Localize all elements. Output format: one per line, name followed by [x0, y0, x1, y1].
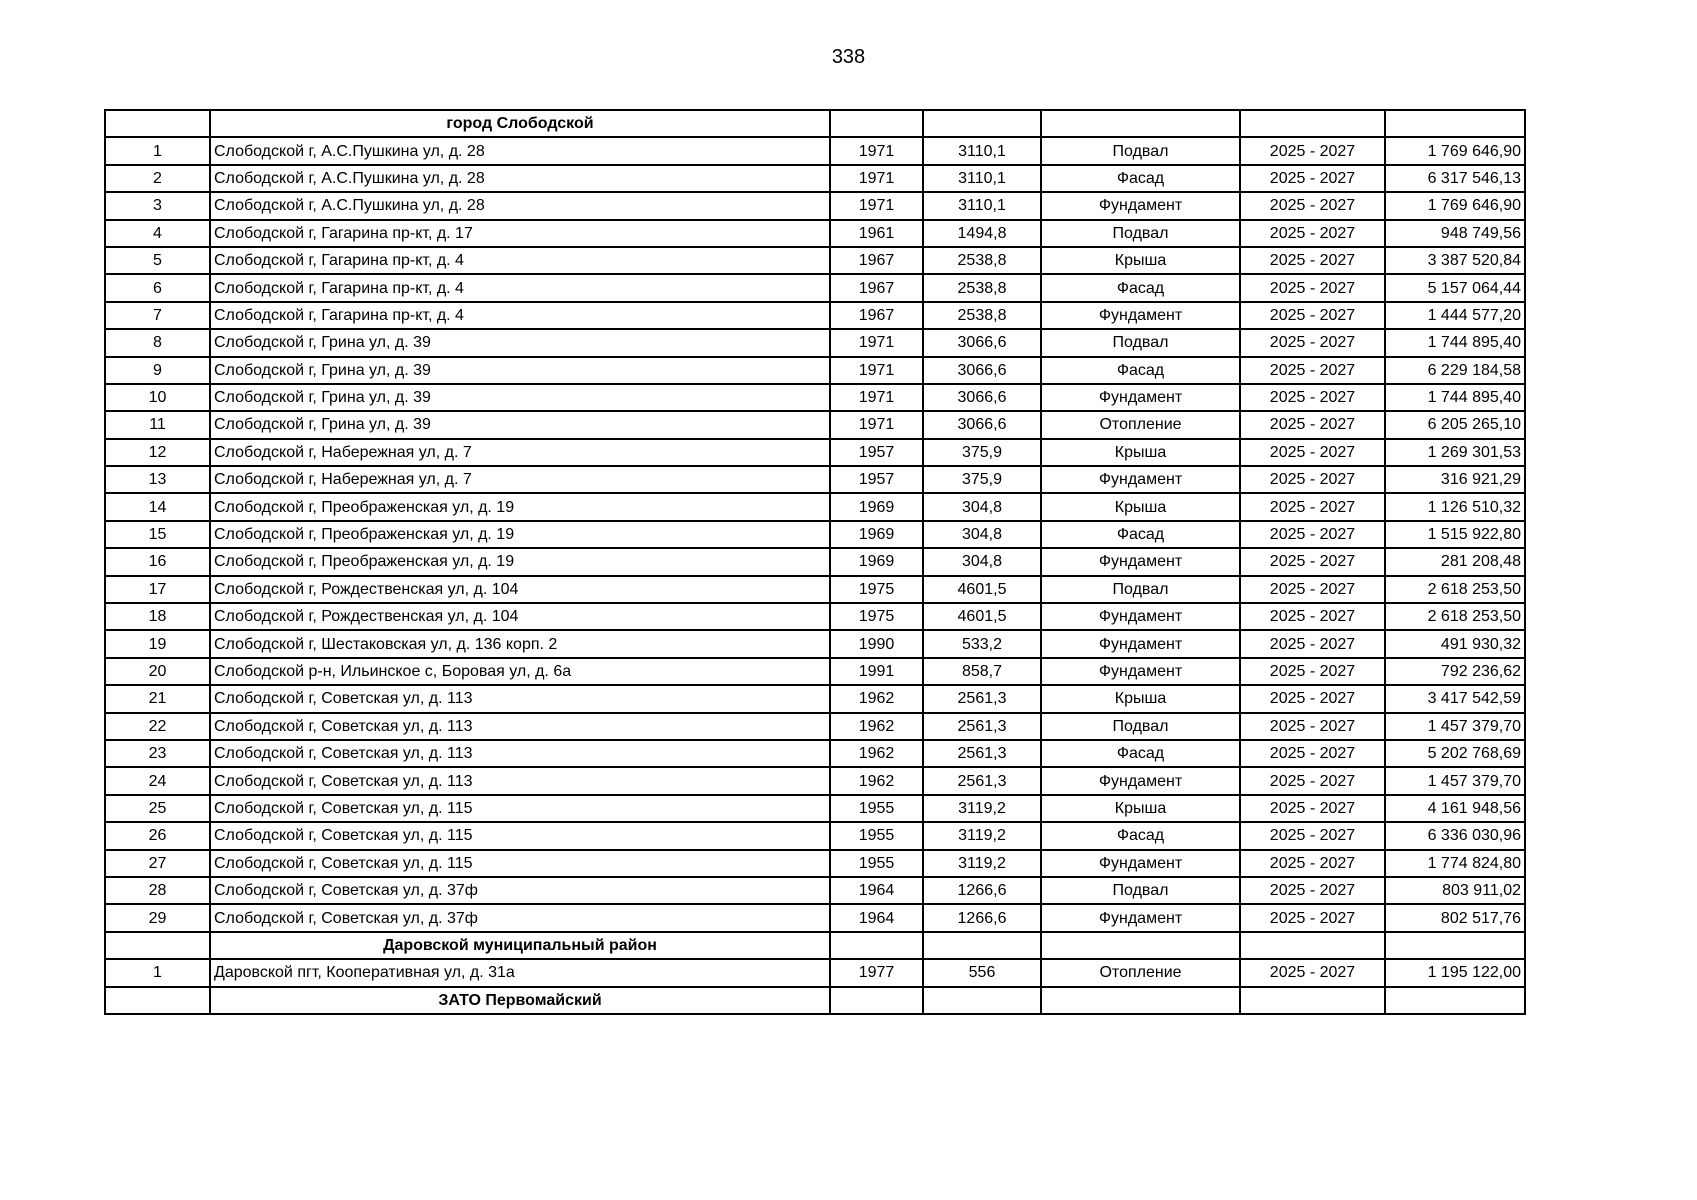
construction-year: 1961	[830, 220, 923, 247]
work-type: Фундамент	[1041, 767, 1240, 794]
work-cost: 1 126 510,32	[1385, 493, 1525, 520]
row-number: 18	[105, 603, 210, 630]
work-period: 2025 - 2027	[1240, 165, 1385, 192]
construction-year: 1967	[830, 274, 923, 301]
work-period: 2025 - 2027	[1240, 329, 1385, 356]
table-row	[105, 521, 1525, 548]
work-type: Крыша	[1041, 685, 1240, 712]
work-period: 2025 - 2027	[1240, 137, 1385, 164]
empty-cell	[923, 987, 1041, 1014]
work-cost: 792 236,62	[1385, 658, 1525, 685]
row-number: 27	[105, 850, 210, 877]
table-row	[105, 411, 1525, 438]
work-cost: 6 229 184,58	[1385, 357, 1525, 384]
building-address: Слободской р-н, Ильинское с, Боровая ул, д. 6а	[210, 658, 830, 685]
table-row	[105, 877, 1525, 904]
building-area: 375,9	[923, 466, 1041, 493]
building-area: 2538,8	[923, 302, 1041, 329]
row-number: 22	[105, 713, 210, 740]
table-row	[105, 713, 1525, 740]
building-address: Слободской г, Советская ул, д. 37ф	[210, 904, 830, 931]
work-type: Крыша	[1041, 247, 1240, 274]
table-row	[105, 247, 1525, 274]
table-row	[105, 137, 1525, 164]
row-number: 17	[105, 576, 210, 603]
empty-cell	[105, 932, 210, 959]
section-header-row	[105, 987, 1525, 1014]
work-type: Подвал	[1041, 329, 1240, 356]
work-type: Фасад	[1041, 740, 1240, 767]
table-row	[105, 740, 1525, 767]
work-type: Фундамент	[1041, 904, 1240, 931]
building-address: Слободской г, Набережная ул, д. 7	[210, 466, 830, 493]
building-area: 858,7	[923, 658, 1041, 685]
construction-year: 1962	[830, 767, 923, 794]
empty-cell	[1041, 987, 1240, 1014]
empty-cell	[1240, 110, 1385, 137]
table-row	[105, 274, 1525, 301]
empty-cell	[830, 110, 923, 137]
work-cost: 1 457 379,70	[1385, 767, 1525, 794]
work-period: 2025 - 2027	[1240, 713, 1385, 740]
work-period: 2025 - 2027	[1240, 357, 1385, 384]
row-number: 12	[105, 439, 210, 466]
building-area: 1266,6	[923, 877, 1041, 904]
empty-cell	[830, 987, 923, 1014]
work-cost: 3 387 520,84	[1385, 247, 1525, 274]
construction-year: 1971	[830, 357, 923, 384]
construction-year: 1962	[830, 685, 923, 712]
building-address: Слободской г, Грина ул, д. 39	[210, 329, 830, 356]
construction-year: 1957	[830, 439, 923, 466]
work-period: 2025 - 2027	[1240, 904, 1385, 931]
work-period: 2025 - 2027	[1240, 548, 1385, 575]
table-body	[105, 110, 1525, 1014]
work-type: Фасад	[1041, 274, 1240, 301]
row-number: 10	[105, 384, 210, 411]
work-type: Отопление	[1041, 959, 1240, 986]
table-row	[105, 165, 1525, 192]
building-area: 3110,1	[923, 137, 1041, 164]
row-number: 25	[105, 795, 210, 822]
construction-year: 1990	[830, 630, 923, 657]
building-address: Слободской г, Советская ул, д. 115	[210, 822, 830, 849]
empty-cell	[1385, 987, 1525, 1014]
work-period: 2025 - 2027	[1240, 603, 1385, 630]
row-number: 29	[105, 904, 210, 931]
empty-cell	[923, 932, 1041, 959]
table-row	[105, 795, 1525, 822]
work-period: 2025 - 2027	[1240, 822, 1385, 849]
building-area: 2561,3	[923, 685, 1041, 712]
construction-year: 1991	[830, 658, 923, 685]
building-area: 3110,1	[923, 165, 1041, 192]
table-row	[105, 329, 1525, 356]
table-row	[105, 767, 1525, 794]
construction-year: 1971	[830, 384, 923, 411]
section-title: город Слободской	[210, 110, 830, 137]
work-period: 2025 - 2027	[1240, 795, 1385, 822]
building-area: 3119,2	[923, 795, 1041, 822]
work-type: Фундамент	[1041, 384, 1240, 411]
building-address: Слободской г, Советская ул, д. 115	[210, 850, 830, 877]
row-number: 21	[105, 685, 210, 712]
table-row	[105, 548, 1525, 575]
work-cost: 1 774 824,80	[1385, 850, 1525, 877]
building-area: 1266,6	[923, 904, 1041, 931]
building-area: 4601,5	[923, 576, 1041, 603]
work-type: Фундамент	[1041, 603, 1240, 630]
row-number: 1	[105, 959, 210, 986]
building-address: Слободской г, Гагарина пр-кт, д. 17	[210, 220, 830, 247]
construction-year: 1967	[830, 247, 923, 274]
work-cost: 802 517,76	[1385, 904, 1525, 931]
building-address: Слободской г, Советская ул, д. 113	[210, 767, 830, 794]
work-period: 2025 - 2027	[1240, 658, 1385, 685]
empty-cell	[1240, 987, 1385, 1014]
building-area: 3110,1	[923, 192, 1041, 219]
work-cost: 2 618 253,50	[1385, 603, 1525, 630]
table-row	[105, 466, 1525, 493]
building-area: 556	[923, 959, 1041, 986]
work-cost: 2 618 253,50	[1385, 576, 1525, 603]
table-row	[105, 959, 1525, 986]
building-address: Слободской г, Советская ул, д. 113	[210, 685, 830, 712]
building-address: Слободской г, Грина ул, д. 39	[210, 357, 830, 384]
work-cost: 316 921,29	[1385, 466, 1525, 493]
building-address: Слободской г, Преображенская ул, д. 19	[210, 548, 830, 575]
row-number: 9	[105, 357, 210, 384]
row-number: 14	[105, 493, 210, 520]
building-address: Слободской г, А.С.Пушкина ул, д. 28	[210, 137, 830, 164]
table-row	[105, 493, 1525, 520]
empty-cell	[1041, 932, 1240, 959]
work-type: Подвал	[1041, 576, 1240, 603]
work-type: Крыша	[1041, 493, 1240, 520]
construction-year: 1962	[830, 713, 923, 740]
table-row	[105, 904, 1525, 931]
work-cost: 1 195 122,00	[1385, 959, 1525, 986]
row-number: 11	[105, 411, 210, 438]
table-row	[105, 384, 1525, 411]
work-type: Фундамент	[1041, 192, 1240, 219]
empty-cell	[923, 110, 1041, 137]
work-period: 2025 - 2027	[1240, 439, 1385, 466]
work-period: 2025 - 2027	[1240, 767, 1385, 794]
building-address: Слободской г, Рождественская ул, д. 104	[210, 576, 830, 603]
work-type: Подвал	[1041, 713, 1240, 740]
building-address: Слободской г, Гагарина пр-кт, д. 4	[210, 302, 830, 329]
work-period: 2025 - 2027	[1240, 850, 1385, 877]
empty-cell	[105, 110, 210, 137]
table-row	[105, 192, 1525, 219]
work-period: 2025 - 2027	[1240, 740, 1385, 767]
building-area: 3066,6	[923, 357, 1041, 384]
construction-year: 1969	[830, 548, 923, 575]
building-address: Слободской г, Советская ул, д. 37ф	[210, 877, 830, 904]
construction-year: 1971	[830, 411, 923, 438]
work-period: 2025 - 2027	[1240, 576, 1385, 603]
work-period: 2025 - 2027	[1240, 959, 1385, 986]
work-type: Отопление	[1041, 411, 1240, 438]
construction-year: 1967	[830, 302, 923, 329]
work-type: Фундамент	[1041, 548, 1240, 575]
work-type: Подвал	[1041, 877, 1240, 904]
row-number: 16	[105, 548, 210, 575]
building-address: Слободской г, Рождественская ул, д. 104	[210, 603, 830, 630]
work-cost: 5 157 064,44	[1385, 274, 1525, 301]
row-number: 26	[105, 822, 210, 849]
work-type: Фасад	[1041, 521, 1240, 548]
building-area: 2561,3	[923, 767, 1041, 794]
table-row	[105, 850, 1525, 877]
empty-cell	[105, 987, 210, 1014]
row-number: 20	[105, 658, 210, 685]
building-area: 2538,8	[923, 274, 1041, 301]
page-number: 338	[831, 46, 866, 68]
section-title: ЗАТО Первомайский	[210, 987, 830, 1014]
work-cost: 3 417 542,59	[1385, 685, 1525, 712]
section-header-row	[105, 932, 1525, 959]
work-cost: 1 269 301,53	[1385, 439, 1525, 466]
construction-year: 1962	[830, 740, 923, 767]
work-cost: 4 161 948,56	[1385, 795, 1525, 822]
work-period: 2025 - 2027	[1240, 411, 1385, 438]
building-address: Слободской г, Гагарина пр-кт, д. 4	[210, 247, 830, 274]
work-cost: 1 744 895,40	[1385, 384, 1525, 411]
work-type: Подвал	[1041, 220, 1240, 247]
construction-year: 1969	[830, 493, 923, 520]
work-cost: 281 208,48	[1385, 548, 1525, 575]
work-period: 2025 - 2027	[1240, 521, 1385, 548]
work-cost: 1 444 577,20	[1385, 302, 1525, 329]
empty-cell	[1385, 110, 1525, 137]
building-address: Слободской г, Гагарина пр-кт, д. 4	[210, 274, 830, 301]
table-row	[105, 822, 1525, 849]
table-row	[105, 439, 1525, 466]
building-area: 304,8	[923, 493, 1041, 520]
row-number: 13	[105, 466, 210, 493]
work-type: Крыша	[1041, 795, 1240, 822]
row-number: 1	[105, 137, 210, 164]
construction-year: 1971	[830, 192, 923, 219]
work-cost: 1 515 922,80	[1385, 521, 1525, 548]
work-type: Фундамент	[1041, 302, 1240, 329]
building-address: Слободской г, Набережная ул, д. 7	[210, 439, 830, 466]
building-address: Слободской г, Преображенская ул, д. 19	[210, 521, 830, 548]
table-row	[105, 302, 1525, 329]
building-address: Слободской г, Советская ул, д. 115	[210, 795, 830, 822]
construction-year: 1964	[830, 904, 923, 931]
building-area: 304,8	[923, 548, 1041, 575]
empty-cell	[1385, 932, 1525, 959]
row-number: 2	[105, 165, 210, 192]
building-address: Слободской г, А.С.Пушкина ул, д. 28	[210, 192, 830, 219]
row-number: 8	[105, 329, 210, 356]
work-period: 2025 - 2027	[1240, 192, 1385, 219]
construction-year: 1969	[830, 521, 923, 548]
work-cost: 1 744 895,40	[1385, 329, 1525, 356]
building-area: 3066,6	[923, 411, 1041, 438]
work-period: 2025 - 2027	[1240, 302, 1385, 329]
building-address: Слободской г, А.С.Пушкина ул, д. 28	[210, 165, 830, 192]
table-row	[105, 685, 1525, 712]
construction-year: 1971	[830, 165, 923, 192]
construction-year: 1971	[830, 137, 923, 164]
work-cost: 6 205 265,10	[1385, 411, 1525, 438]
building-address: Даровской пгт, Кооперативная ул, д. 31а	[210, 959, 830, 986]
building-area: 2538,8	[923, 247, 1041, 274]
table-row	[105, 603, 1525, 630]
work-cost: 803 911,02	[1385, 877, 1525, 904]
empty-cell	[1240, 932, 1385, 959]
row-number: 28	[105, 877, 210, 904]
building-area: 3066,6	[923, 329, 1041, 356]
work-type: Крыша	[1041, 439, 1240, 466]
work-type: Фасад	[1041, 822, 1240, 849]
building-address: Слободской г, Грина ул, д. 39	[210, 384, 830, 411]
work-type: Фасад	[1041, 357, 1240, 384]
row-number: 5	[105, 247, 210, 274]
construction-year: 1975	[830, 603, 923, 630]
building-area: 304,8	[923, 521, 1041, 548]
table-row	[105, 630, 1525, 657]
row-number: 15	[105, 521, 210, 548]
work-period: 2025 - 2027	[1240, 877, 1385, 904]
row-number: 6	[105, 274, 210, 301]
construction-year: 1955	[830, 795, 923, 822]
work-period: 2025 - 2027	[1240, 630, 1385, 657]
work-type: Подвал	[1041, 137, 1240, 164]
building-address: Слободской г, Шестаковская ул, д. 136 корп. 2	[210, 630, 830, 657]
construction-year: 1955	[830, 850, 923, 877]
work-cost: 948 749,56	[1385, 220, 1525, 247]
section-title: Даровской муниципальный район	[210, 932, 830, 959]
building-area: 3119,2	[923, 822, 1041, 849]
work-type: Фундамент	[1041, 658, 1240, 685]
work-type: Фундамент	[1041, 466, 1240, 493]
work-period: 2025 - 2027	[1240, 685, 1385, 712]
building-area: 4601,5	[923, 603, 1041, 630]
building-area: 533,2	[923, 630, 1041, 657]
row-number: 7	[105, 302, 210, 329]
empty-cell	[830, 932, 923, 959]
row-number: 3	[105, 192, 210, 219]
construction-year: 1971	[830, 329, 923, 356]
row-number: 4	[105, 220, 210, 247]
construction-year: 1955	[830, 822, 923, 849]
construction-year: 1975	[830, 576, 923, 603]
building-address: Слободской г, Советская ул, д. 113	[210, 740, 830, 767]
building-area: 375,9	[923, 439, 1041, 466]
work-cost: 6 336 030,96	[1385, 822, 1525, 849]
building-area: 3066,6	[923, 384, 1041, 411]
table-row	[105, 658, 1525, 685]
work-period: 2025 - 2027	[1240, 220, 1385, 247]
empty-cell	[1041, 110, 1240, 137]
repair-program-table	[104, 109, 1526, 1015]
work-period: 2025 - 2027	[1240, 384, 1385, 411]
work-type: Фундамент	[1041, 850, 1240, 877]
work-period: 2025 - 2027	[1240, 274, 1385, 301]
construction-year: 1957	[830, 466, 923, 493]
table-row	[105, 357, 1525, 384]
building-area: 2561,3	[923, 740, 1041, 767]
building-area: 3119,2	[923, 850, 1041, 877]
table-row	[105, 220, 1525, 247]
row-number: 19	[105, 630, 210, 657]
building-area: 1494,8	[923, 220, 1041, 247]
building-area: 2561,3	[923, 713, 1041, 740]
building-address: Слободской г, Грина ул, д. 39	[210, 411, 830, 438]
work-period: 2025 - 2027	[1240, 247, 1385, 274]
work-cost: 1 769 646,90	[1385, 192, 1525, 219]
building-address: Слободской г, Преображенская ул, д. 19	[210, 493, 830, 520]
section-header-row	[105, 110, 1525, 137]
work-cost: 5 202 768,69	[1385, 740, 1525, 767]
work-cost: 491 930,32	[1385, 630, 1525, 657]
row-number: 24	[105, 767, 210, 794]
work-type: Фундамент	[1041, 630, 1240, 657]
work-cost: 6 317 546,13	[1385, 165, 1525, 192]
row-number: 23	[105, 740, 210, 767]
construction-year: 1977	[830, 959, 923, 986]
construction-year: 1964	[830, 877, 923, 904]
table-row	[105, 576, 1525, 603]
work-cost: 1 769 646,90	[1385, 137, 1525, 164]
work-type: Фасад	[1041, 165, 1240, 192]
building-address: Слободской г, Советская ул, д. 113	[210, 713, 830, 740]
work-cost: 1 457 379,70	[1385, 713, 1525, 740]
work-period: 2025 - 2027	[1240, 466, 1385, 493]
work-period: 2025 - 2027	[1240, 493, 1385, 520]
